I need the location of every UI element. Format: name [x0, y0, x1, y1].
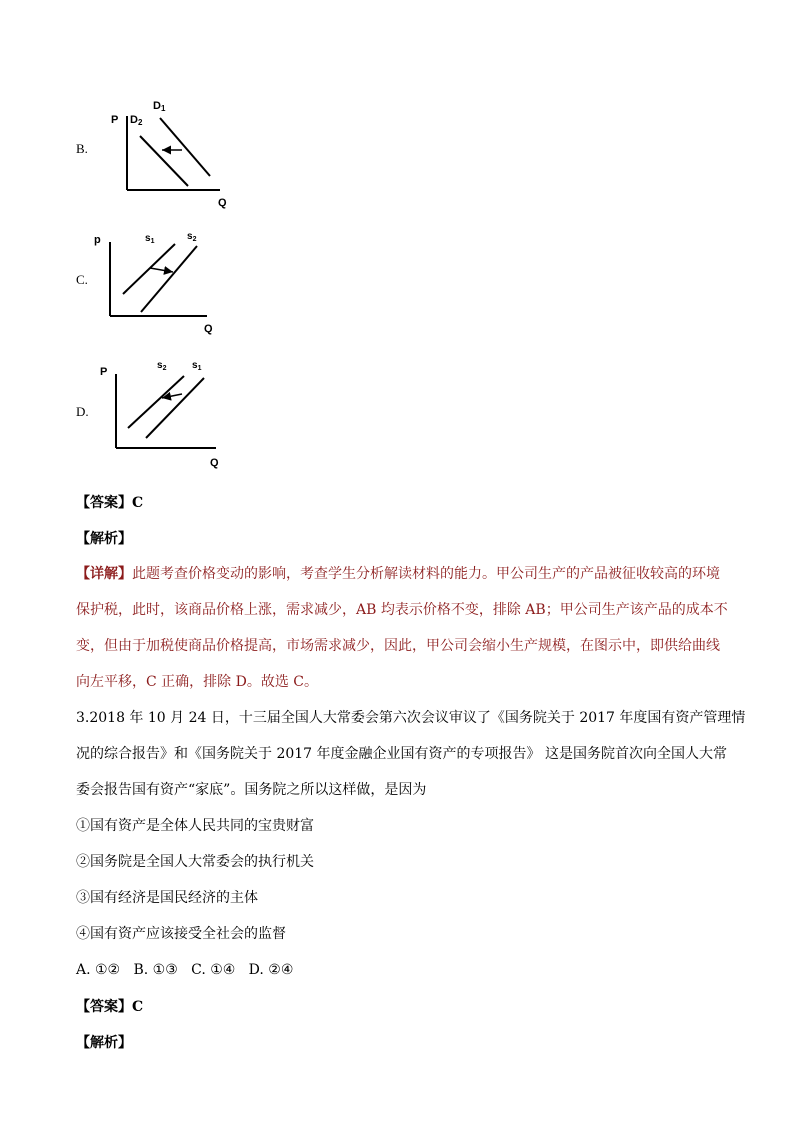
question-3-item-2: ②国务院是全国人大常委会的执行机关: [76, 854, 314, 870]
detail-line: 【详解】此题考查价格变动的影响，考查学生分析解读材料的能力。甲公司生产的产品被征收较高的环境: [76, 566, 720, 582]
question-3-item-1: ①国有资产是全体人民共同的宝贵财富: [76, 818, 314, 834]
question-3-item-4: ④国有资产应该接受全社会的监督: [76, 926, 286, 942]
analysis-2-heading: 【解析】: [76, 1035, 132, 1051]
detail-line: 变，但由于加税使商品价格提高，市场需求减少，因此，甲公司会缩小生产规模，在图示中，即供给曲线: [76, 638, 720, 654]
supply-curve-s1: [146, 378, 204, 438]
supply-curve-s2: [128, 376, 184, 428]
curve-label-d2: D2: [130, 114, 143, 127]
option-b-label: B.: [76, 141, 88, 156]
detail-line: 向左平移，C 正确，排除 D。故选 C。: [76, 674, 318, 690]
axis-label-p: P: [111, 114, 119, 126]
curve-label-s2: $s_2$: [157, 360, 167, 372]
axis-label-q: Q: [204, 323, 213, 335]
option-c-supply-diagram: [85, 228, 225, 340]
curve-label-s1: $s_1$: [145, 233, 155, 245]
detail-explanation: [76, 556, 726, 700]
axis-label-p: p: [94, 234, 101, 246]
question-3-item-3: ③国有经济是国民经济的主体: [76, 890, 258, 906]
answer-1: 【答案】C: [76, 495, 144, 511]
question-3-line: 况的综合报告》和《国务院关于 2017 年度金融企业国有资产的专项报告》 这是国务院首次向全国人大常: [76, 746, 727, 762]
answer-2: 【答案】C: [76, 999, 144, 1015]
option-d-supply-diagram: [92, 356, 232, 471]
supply-curve-s1: [123, 244, 175, 294]
detail-line: 保护税，此时，该商品价格上涨，需求减少，AB 均表示价格不变，排除 AB；甲公司生产该产品的成本不: [76, 602, 728, 618]
question-3-line: 委会报告国有资产“家底”。国务院之所以这样做，是因为: [76, 782, 427, 798]
axis-label-p: P: [100, 366, 108, 378]
curve-label-s1: $s_1$: [192, 360, 202, 372]
question-3: [76, 700, 746, 988]
demand-curve-d1: [160, 118, 210, 176]
shift-arrow-right: [150, 268, 173, 272]
detail-heading: 【详解】: [76, 566, 132, 582]
axis-label-q: Q: [210, 457, 219, 469]
analysis-1-heading: 【解析】: [76, 531, 132, 547]
axis-label-q: Q: [218, 197, 227, 209]
option-d-label: D.: [76, 404, 89, 419]
curve-label-d1: D1: [153, 100, 166, 113]
question-3-line: 3.2018 年 10 月 24 日，十三届全国人大常委会第六次会议审议了《国务院关于 2017 年度国有资产管理情: [76, 710, 746, 726]
option-c-label: C.: [76, 272, 88, 287]
option-b-demand-diagram: [100, 98, 240, 213]
curve-label-s2: $s_2$: [187, 231, 197, 243]
supply-curve-s2: [141, 246, 197, 312]
question-3-choices: A. ①② B. ①③ C. ①④ D. ②④: [76, 962, 294, 978]
